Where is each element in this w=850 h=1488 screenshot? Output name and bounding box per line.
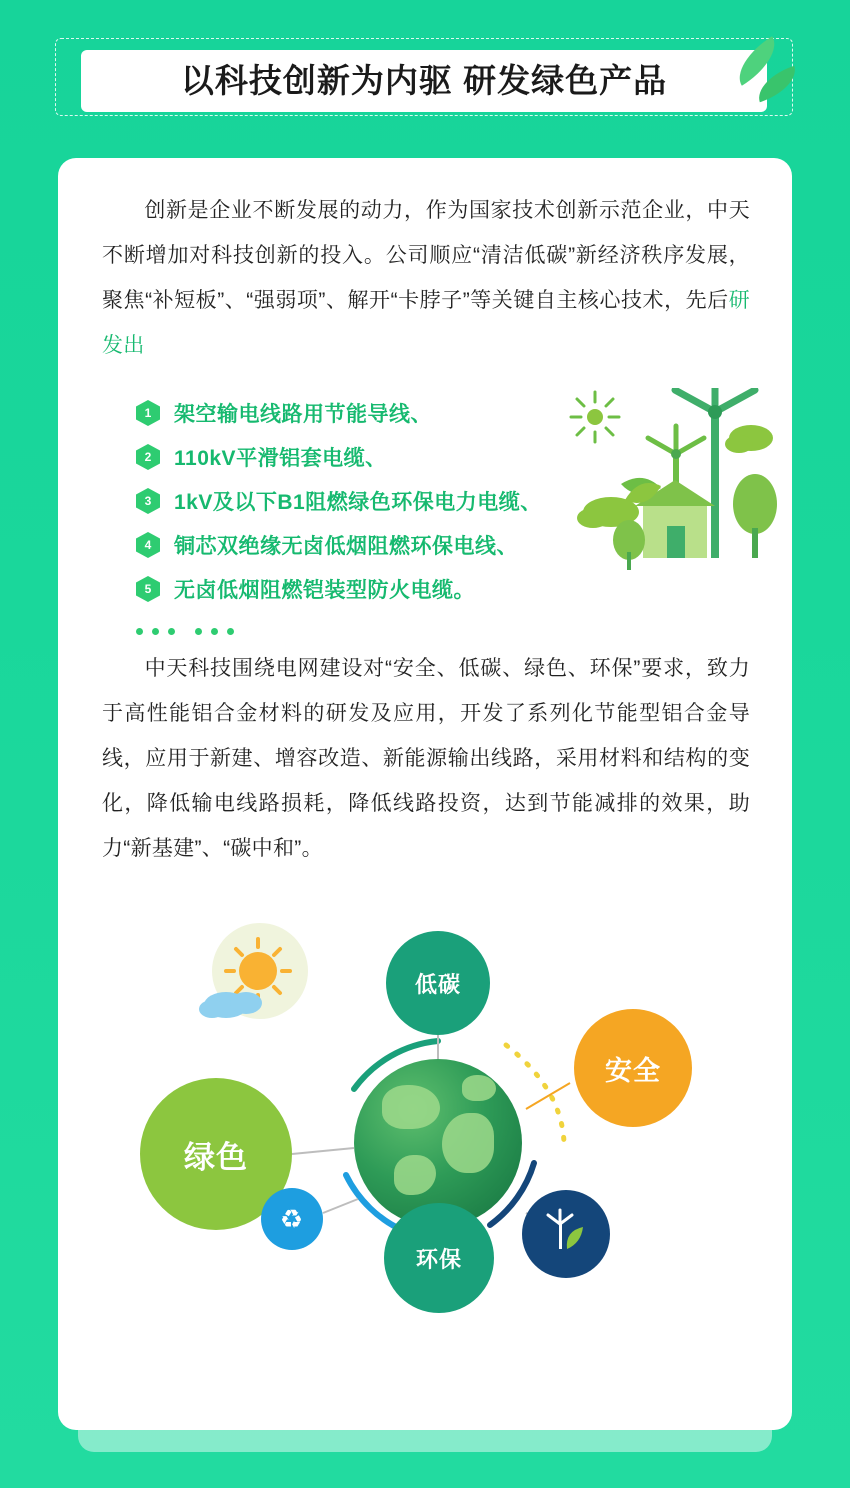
hex-number-icon	[136, 488, 160, 514]
hex-number-icon	[136, 576, 160, 602]
sun-cloud-illustration	[198, 923, 328, 1043]
paragraph-alloy-text: 中天科技围绕电网建设对“安全、低碳、绿色、环保”要求，致力于高性能铝合金材料的研发及应用，开发了系列化节能型铝合金导线，应用于新建、增容改造、新能源输出线路，采用材料和结构的变化，降低输电线路损耗，降低线路投资，达到节能减排的效果，助力“新基建”、“碳中和”。	[102, 657, 750, 860]
wind-energy-icon[interactable]	[522, 1190, 610, 1278]
recycle-symbol: ♻	[279, 1203, 305, 1234]
list-item-label: 铜芯双绝缘无卤低烟阻燃环保电线、	[174, 535, 518, 558]
decorative-dots	[136, 628, 243, 635]
hex-number-icon	[136, 444, 160, 470]
globe-earth-icon	[354, 1059, 522, 1227]
node-environment[interactable]	[384, 1203, 494, 1313]
list-item-label: 架空输电线路用节能导线、	[174, 403, 432, 426]
hex-number-icon	[136, 400, 160, 426]
card-shadow	[78, 1430, 772, 1452]
recycle-icon[interactable]	[261, 1188, 323, 1250]
node-low-carbon[interactable]	[386, 931, 490, 1035]
node-green-label: 绿色	[184, 1139, 248, 1175]
concept-diagram	[58, 913, 792, 1413]
node-safety-label: 安全	[605, 1055, 661, 1086]
paragraph-intro-highlight: 研发出	[102, 289, 750, 357]
hex-number-icon	[136, 532, 160, 558]
list-item-number: 1	[144, 406, 152, 420]
page-title: 以科技创新为内驱 研发绿色产品	[180, 62, 668, 99]
list-item-number: 3	[144, 494, 152, 508]
content-card	[58, 158, 792, 1430]
page-header	[55, 38, 795, 118]
node-safety[interactable]	[574, 1009, 692, 1127]
paragraph-intro-text: 创新是企业不断发展的动力，作为国家技术创新示范企业，中天不断增加对科技创新的投入。公司顺应“清洁低碳”新经济秩序发展，聚焦“补短板”、“强弱项”、解开“卡脖子”等关键自主核心技术，先后	[102, 199, 750, 312]
list-item-label: 1kV及以下B1阻燃绿色环保电力电缆、	[174, 491, 542, 514]
list-item-number: 4	[144, 538, 152, 552]
eco-illustration	[563, 388, 778, 588]
paragraph-intro	[102, 188, 750, 368]
header-plate	[81, 50, 767, 112]
list-item-number: 2	[144, 450, 152, 464]
list-item-label: 110kV平滑铝套电缆、	[174, 447, 387, 470]
wind-turbine-house-illustration	[563, 388, 778, 588]
node-environment-label: 环保	[415, 1246, 462, 1272]
list-item-label: 无卤低烟阻燃铠装型防火电缆。	[174, 579, 475, 602]
turbine-leaf-icon	[539, 1207, 593, 1261]
node-low-carbon-label: 低碳	[414, 971, 461, 997]
paragraph-alloy	[102, 646, 750, 871]
list-item-number: 5	[144, 582, 152, 596]
